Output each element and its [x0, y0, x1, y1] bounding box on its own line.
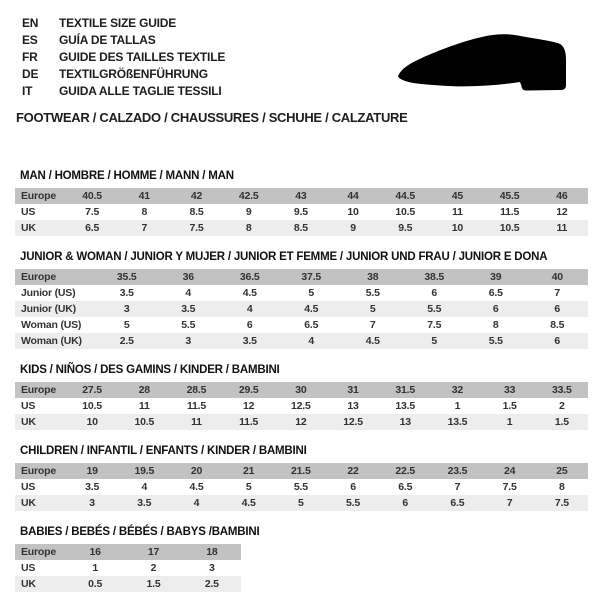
size-cell: 8 [245, 222, 252, 234]
size-table-section-children [15, 445, 588, 511]
row-label: Woman (UK) [21, 335, 82, 347]
size-cell: 35.5 [116, 271, 137, 283]
size-cell: 10.5 [82, 400, 102, 412]
size-cell: 1 [454, 400, 461, 412]
size-cell: 4.5 [241, 497, 256, 509]
size-cell: 20 [190, 465, 203, 477]
language-row-es [22, 32, 225, 49]
size-cell: 6 [431, 287, 438, 299]
size-cell: 9 [245, 206, 252, 218]
row-label: US [21, 206, 36, 218]
size-cell: 8 [559, 481, 565, 493]
size-cell: 7 [369, 319, 376, 331]
row-label: US [21, 481, 36, 493]
size-cell: 5.5 [293, 481, 308, 493]
row-label: Woman (US) [21, 319, 82, 331]
table-title-junior-woman: JUNIOR & WOMAN / JUNIOR Y MUJER / JUNIOR ET FEMME / JUNIOR UND FRAU / JUNIOR E DONA [20, 251, 548, 263]
size-cell: 4.5 [242, 287, 257, 299]
language-code: ES [22, 33, 38, 47]
table-title-babies: BABIES / BEBÉS / BÉBÉS / BABYS /BAMBINI [20, 526, 260, 538]
size-cell: 6.5 [450, 497, 465, 509]
language-row-en [22, 15, 225, 32]
size-cell: 4.5 [304, 303, 319, 315]
size-cell: 3 [209, 562, 215, 574]
row-label: US [21, 562, 36, 574]
language-label: GUIDA ALLE TAGLIE TESSILI [59, 84, 222, 98]
size-cell: 10.5 [134, 416, 155, 428]
size-cell: 6.5 [398, 481, 413, 493]
shoe-icon [394, 32, 574, 97]
size-cell: 12 [556, 206, 568, 218]
size-cell: 18 [206, 546, 218, 558]
table-row [15, 333, 588, 349]
size-cell: 6.5 [304, 319, 319, 331]
size-cell: 10 [451, 222, 464, 234]
size-cell: 45 [451, 190, 464, 202]
size-cell: 21 [243, 465, 255, 477]
size-cell: 6.5 [488, 287, 503, 299]
size-cell: 11 [556, 222, 568, 234]
size-cell: 6 [554, 303, 561, 315]
size-cell: 5 [123, 319, 130, 331]
size-cell: 8 [141, 206, 148, 218]
size-cell: 13 [399, 416, 411, 428]
size-cell: 46 [556, 190, 568, 202]
table-row [15, 479, 588, 495]
size-cell: 38 [367, 271, 379, 283]
size-cell: 3.5 [242, 335, 257, 347]
size-tables [15, 164, 588, 600]
size-cell: 8.5 [189, 206, 204, 218]
size-cell: 36.5 [239, 271, 260, 283]
row-label: Europe [21, 384, 56, 396]
size-cell: 44.5 [395, 190, 416, 202]
size-cell: 4 [246, 303, 253, 315]
size-cell: 10 [347, 206, 359, 218]
size-cell: 6 [492, 303, 499, 315]
size-cell: 2.5 [119, 335, 134, 347]
size-cell: 39 [490, 271, 502, 283]
size-cell: 33.5 [552, 384, 572, 396]
size-cell: 12.5 [343, 416, 363, 428]
size-cell: 16 [89, 546, 101, 558]
size-cell: 5.5 [346, 497, 361, 509]
size-cell: 12.5 [291, 400, 311, 412]
size-cell: 31.5 [395, 384, 416, 396]
language-label: GUÍA DE TALLAS [59, 33, 156, 47]
row-label: UK [21, 578, 36, 590]
size-cell: 21.5 [291, 465, 311, 477]
row-label: Europe [21, 465, 56, 477]
size-cell: 19 [86, 465, 98, 477]
size-cell: 6 [554, 335, 561, 347]
size-cell: 7.5 [189, 222, 204, 234]
size-cell: 1.5 [554, 416, 569, 428]
size-cell: 30 [295, 384, 307, 396]
size-cell: 11.5 [500, 206, 520, 218]
size-cell: 3 [123, 303, 130, 315]
size-cell: 1 [92, 562, 98, 574]
size-cell: 22 [347, 465, 359, 477]
size-cell: 8.5 [293, 222, 308, 234]
size-cell: 7.5 [502, 481, 517, 493]
category-title: FOOTWEAR / CALZADO / CHAUSSURES / SCHUHE / CALZATURE [16, 110, 408, 125]
size-cell: 6 [402, 497, 409, 509]
size-cell: 1 [506, 416, 513, 428]
row-label: Europe [21, 546, 56, 558]
size-cell: 5.5 [488, 335, 503, 347]
size-cell: 7 [454, 481, 461, 493]
size-cell: 2 [150, 562, 157, 574]
table-row [15, 269, 588, 285]
size-cell: 0.5 [88, 578, 103, 590]
language-label: TEXTILE SIZE GUIDE [59, 16, 177, 30]
table-row [15, 560, 241, 576]
size-cell: 19.5 [134, 465, 155, 477]
size-cell: 4 [308, 335, 315, 347]
size-cell: 31 [347, 384, 359, 396]
size-cell: 24 [503, 465, 516, 477]
size-cell: 41 [138, 190, 150, 202]
row-label: Europe [21, 190, 56, 202]
size-cell: 44 [347, 190, 359, 202]
size-cell: 13 [347, 400, 359, 412]
size-cell: 10 [86, 416, 98, 428]
table-row [15, 204, 588, 220]
size-table-man [15, 188, 588, 236]
size-cell: 5 [298, 497, 304, 509]
table-row [15, 414, 588, 430]
size-cell: 42 [190, 190, 203, 202]
size-cell: 2 [559, 400, 565, 412]
table-row [15, 285, 588, 301]
table-row [15, 576, 241, 592]
table-row [15, 463, 588, 479]
size-cell: 13.5 [447, 416, 468, 428]
size-cell: 1.5 [146, 578, 161, 590]
size-cell: 23.5 [447, 465, 468, 477]
size-table-children [15, 463, 588, 511]
size-cell: 2.5 [204, 578, 219, 590]
table-row [15, 188, 588, 204]
size-cell: 32 [451, 384, 464, 396]
size-cell: 40.5 [82, 190, 102, 202]
size-cell: 4.5 [189, 481, 204, 493]
table-row [15, 220, 588, 236]
language-label: TEXTILGRÖßENFÜHRUNG [59, 67, 208, 81]
size-cell: 8.5 [550, 319, 565, 331]
language-code: IT [22, 84, 33, 98]
size-table-babies [15, 544, 241, 592]
language-row-it [22, 83, 225, 100]
size-cell: 3.5 [137, 497, 152, 509]
size-cell: 3.5 [85, 481, 100, 493]
language-label: GUIDE DES TAILLES TEXTILE [59, 50, 226, 64]
row-label: US [21, 400, 36, 412]
size-table-section-kids [15, 364, 588, 430]
size-cell: 11 [452, 206, 463, 218]
size-cell: 7 [554, 287, 561, 299]
size-cell: 25 [556, 465, 568, 477]
size-cell: 1.5 [502, 400, 517, 412]
language-list [22, 15, 225, 100]
size-cell: 6.5 [85, 222, 100, 234]
language-row-fr [22, 49, 225, 66]
table-row [15, 301, 588, 317]
size-cell: 10.5 [395, 206, 416, 218]
size-cell: 6 [246, 319, 253, 331]
size-cell: 9.5 [398, 222, 413, 234]
size-cell: 5.5 [365, 287, 380, 299]
table-title-kids: KIDS / NIÑOS / DES GAMINS / KINDER / BAMBINI [20, 364, 280, 376]
row-label: UK [21, 416, 36, 428]
size-cell: 22.5 [395, 465, 416, 477]
size-table-kids [15, 382, 588, 430]
size-table-section-man [15, 170, 588, 236]
size-table-junior-woman [15, 269, 588, 349]
size-cell: 17 [147, 546, 160, 558]
language-code: FR [22, 50, 38, 64]
row-label: Europe [21, 271, 56, 283]
size-cell: 28 [138, 384, 150, 396]
size-cell: 3 [89, 497, 95, 509]
size-cell: 7.5 [427, 319, 442, 331]
size-cell: 6 [350, 481, 356, 493]
size-cell: 7.5 [85, 206, 100, 218]
size-cell: 10.5 [499, 222, 520, 234]
table-row [15, 398, 588, 414]
size-cell: 3 [185, 335, 192, 347]
size-cell: 5.5 [427, 303, 442, 315]
size-cell: 13.5 [395, 400, 416, 412]
row-label: Junior (UK) [21, 303, 76, 315]
size-cell: 5 [245, 481, 252, 493]
size-cell: 11.5 [239, 416, 259, 428]
size-cell: 5 [308, 287, 315, 299]
size-cell: 4 [193, 497, 200, 509]
size-cell: 40 [551, 271, 563, 283]
size-cell: 7.5 [554, 497, 569, 509]
size-cell: 12 [295, 416, 307, 428]
table-title-man: MAN / HOMBRE / HOMME / MANN / MAN [20, 170, 234, 182]
size-cell: 5 [431, 335, 438, 347]
size-cell: 9 [350, 222, 356, 234]
size-cell: 28.5 [186, 384, 207, 396]
size-cell: 27.5 [82, 384, 102, 396]
size-cell: 11 [191, 416, 202, 428]
size-cell: 45.5 [499, 190, 520, 202]
size-cell: 37.5 [301, 271, 322, 283]
language-code: EN [22, 16, 39, 30]
table-title-children: CHILDREN / INFANTIL / ENFANTS / KINDER / BAMBINI [20, 445, 307, 457]
language-row-de [22, 66, 225, 83]
size-cell: 5.5 [181, 319, 196, 331]
size-cell: 8 [492, 319, 499, 331]
size-cell: 42.5 [238, 190, 259, 202]
table-row [15, 544, 241, 560]
size-cell: 11 [138, 400, 150, 412]
size-table-section-babies [15, 526, 588, 592]
row-label: UK [21, 497, 36, 509]
size-cell: 9.5 [293, 206, 308, 218]
table-row [15, 382, 588, 398]
size-cell: 43 [295, 190, 307, 202]
language-code: DE [22, 67, 39, 81]
size-cell: 12 [243, 400, 255, 412]
size-cell: 38.5 [424, 271, 445, 283]
size-cell: 11.5 [186, 400, 206, 412]
size-table-section-junior-woman [15, 251, 588, 349]
size-cell: 5 [369, 303, 376, 315]
size-cell: 4 [185, 287, 192, 299]
row-label: Junior (US) [21, 287, 76, 299]
size-cell: 3.5 [119, 287, 134, 299]
size-cell: 29.5 [238, 384, 259, 396]
size-cell: 7 [141, 222, 148, 234]
row-label: UK [21, 222, 36, 234]
size-cell: 4 [141, 481, 148, 493]
size-cell: 7 [506, 497, 513, 509]
size-cell: 3.5 [181, 303, 196, 315]
size-cell: 33 [503, 384, 516, 396]
size-cell: 36 [182, 271, 194, 283]
size-cell: 4.5 [365, 335, 380, 347]
table-row [15, 317, 588, 333]
table-row [15, 495, 588, 511]
